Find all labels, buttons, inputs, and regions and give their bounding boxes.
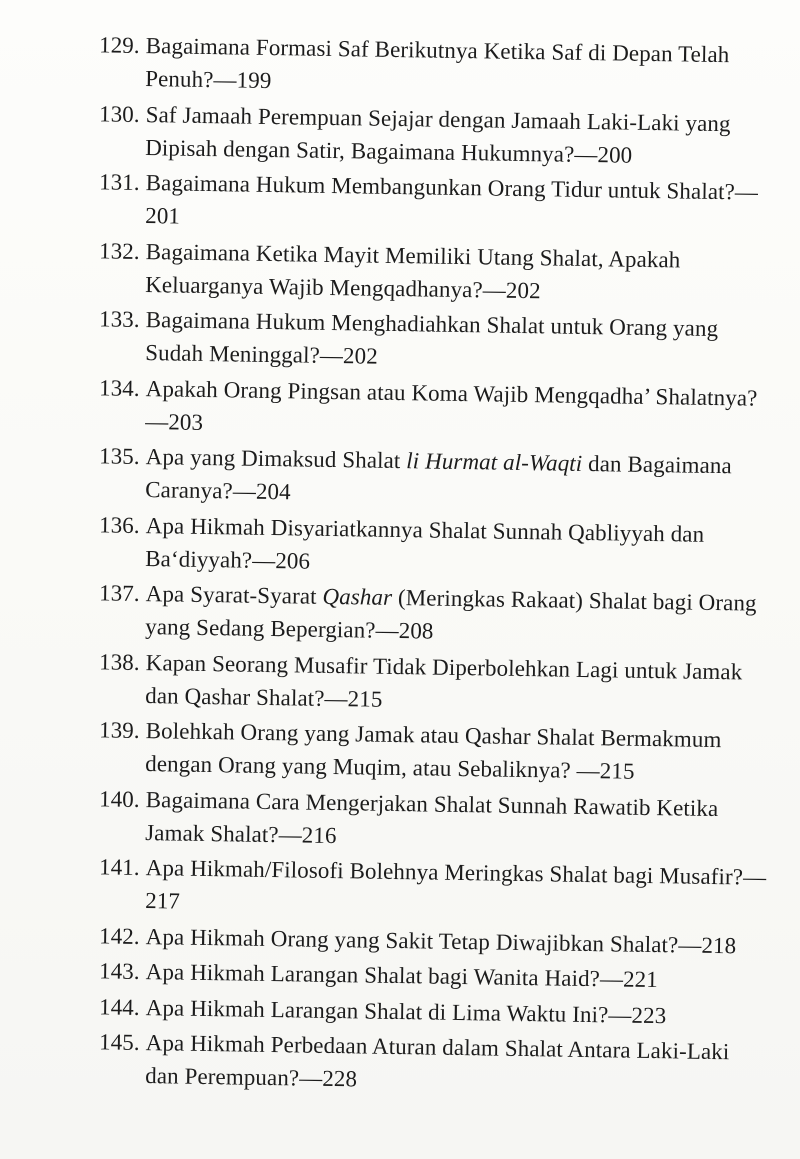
- toc-entry-number: 143.: [98, 958, 140, 984]
- toc-entry-italic-term: li Hurmat al-Waqti: [406, 448, 583, 476]
- toc-entry: [77, 28, 768, 105]
- toc-entry-text-segment: Apa yang Dimaksud Shalat: [145, 444, 407, 474]
- toc-entry-text-segment: Apa Hikmah Orang yang Sakit Tetap Diwajibkan Shalat?—218: [145, 923, 737, 958]
- toc-entry-title: [145, 303, 768, 379]
- toc-entry-text-segment: (Meringkas Rakaat) Shalat bagi Orang yang Sedang Bepergian?—208: [145, 584, 757, 644]
- toc-entry-number: 144.: [98, 993, 140, 1020]
- toc-entry: [77, 508, 768, 585]
- toc-entry-number: 139.: [98, 717, 140, 743]
- toc-entry-text-segment: Bagaimana Hukum Membangunkan Orang Tidur untuk Shalat?—201: [145, 170, 759, 229]
- toc-entry: [77, 97, 768, 174]
- toc-entry-number: 135.: [98, 443, 140, 469]
- toc-entry-text-segment: Apa Hikmah Perbedaan Aturan dalam Shalat Antara Laki-Laki dan Perempuan?—228: [145, 1030, 730, 1092]
- toc-entry: [77, 713, 768, 790]
- toc-entry-text-segment: Bagaimana Cara Mengerjakan Shalat Sunnah Rawatib Ketika Jamak Shalat?—216: [145, 786, 719, 848]
- toc-entry-italic-term: Qashar: [322, 583, 393, 610]
- toc-entry-title: [145, 577, 768, 653]
- toc-entry-title: [145, 1026, 768, 1102]
- toc-entry-number: 137.: [98, 580, 140, 606]
- toc-entry-number: 132.: [98, 237, 140, 264]
- toc-entry: [77, 576, 768, 653]
- toc-entry-number: 142.: [98, 922, 140, 949]
- toc-entry-text-segment: Apa Hikmah Larangan Shalat di Lima Waktu Ini?—223: [145, 994, 667, 1028]
- toc-entry-title: [145, 783, 768, 859]
- toc-entry-number: 145.: [98, 1029, 140, 1055]
- toc-entry-title: [145, 235, 768, 311]
- toc-entry: [77, 371, 768, 448]
- toc-entry-number: 130.: [98, 100, 140, 127]
- toc-entry-text-segment: Bagaimana Formasi Saf Berikutnya Ketika Saf di Depan Telah Penuh?—199: [145, 33, 730, 94]
- toc-entry: [77, 645, 768, 722]
- toc-entry-text-segment: Kapan Seorang Musafir Tidak Diperbolehkan Lagi untuk Jamak dan Qashar Shalat?—215: [145, 649, 743, 712]
- toc-entry-title: [145, 98, 768, 174]
- toc-entry-title: [145, 166, 768, 242]
- toc-entry-number: 136.: [98, 511, 140, 538]
- toc-entry-title: [145, 29, 768, 105]
- toc-entry: [77, 302, 768, 379]
- toc-entry-text-segment: Apa Hikmah Larangan Shalat bagi Wanita Haid?—221: [145, 959, 659, 993]
- toc-entry-title: [145, 955, 767, 998]
- toc-entry-text-segment: dan Bagaimana Caranya?—204: [145, 450, 733, 505]
- toc-entry: [77, 850, 768, 927]
- toc-entry-number: 129.: [98, 32, 140, 58]
- toc-entry-number: 131.: [98, 169, 140, 195]
- toc-entry-title: [145, 372, 768, 448]
- toc-entry-number: 138.: [98, 648, 140, 675]
- toc-entry-text-segment: Saf Jamaah Perempuan Sejajar dengan Jamaah Laki-Laki yang Dipisah dengan Satir, Bagaimana Hukumnya?—200: [145, 101, 731, 168]
- toc-entry-text-segment: Bagaimana Hukum Menghadiahkan Shalat untuk Orang yang Sudah Meninggal?—202: [145, 307, 719, 369]
- toc-entry-title: [145, 509, 768, 585]
- toc-entry-text-segment: Bolehkah Orang yang Jamak atau Qashar Shalat Bermakmum dengan Orang yang Muqim, atau Sebaliknya? —215: [145, 718, 722, 784]
- toc-entry: [77, 165, 768, 242]
- toc-entry-number: 134.: [98, 374, 140, 401]
- toc-entry-number: 140.: [98, 785, 140, 812]
- toc-entry: [77, 782, 768, 859]
- toc-entry-title: [145, 440, 768, 516]
- toc-entry-text-segment: Apakah Orang Pingsan atau Koma Wajib Mengqadha’ Shalatnya?—203: [145, 375, 758, 435]
- toc-entry-text-segment: Apa Hikmah/Filosofi Bolehnya Meringkas Shalat bagi Musafir?—217: [145, 855, 767, 914]
- toc-entry-title: [145, 714, 768, 790]
- table-of-contents-list: [78, 28, 768, 1094]
- toc-entry-title: [145, 646, 768, 722]
- toc-entry-text-segment: Bagaimana Ketika Mayit Memiliki Utang Shalat, Apakah Keluarganya Wajib Mengqadhanya?—202: [145, 238, 681, 303]
- toc-entry-text-segment: Apa Hikmah Disyariatkannya Shalat Sunnah Qabliyyah dan Ba‘diyyah?—206: [145, 512, 705, 574]
- toc-entry: [77, 1025, 768, 1102]
- toc-entry-number: 141.: [98, 854, 140, 880]
- toc-entry-text-segment: Apa Syarat-Syarat: [145, 581, 323, 609]
- toc-entry: [77, 234, 768, 311]
- toc-entry-title: [145, 851, 768, 927]
- toc-entry: [77, 439, 768, 516]
- toc-entry-number: 133.: [98, 306, 140, 332]
